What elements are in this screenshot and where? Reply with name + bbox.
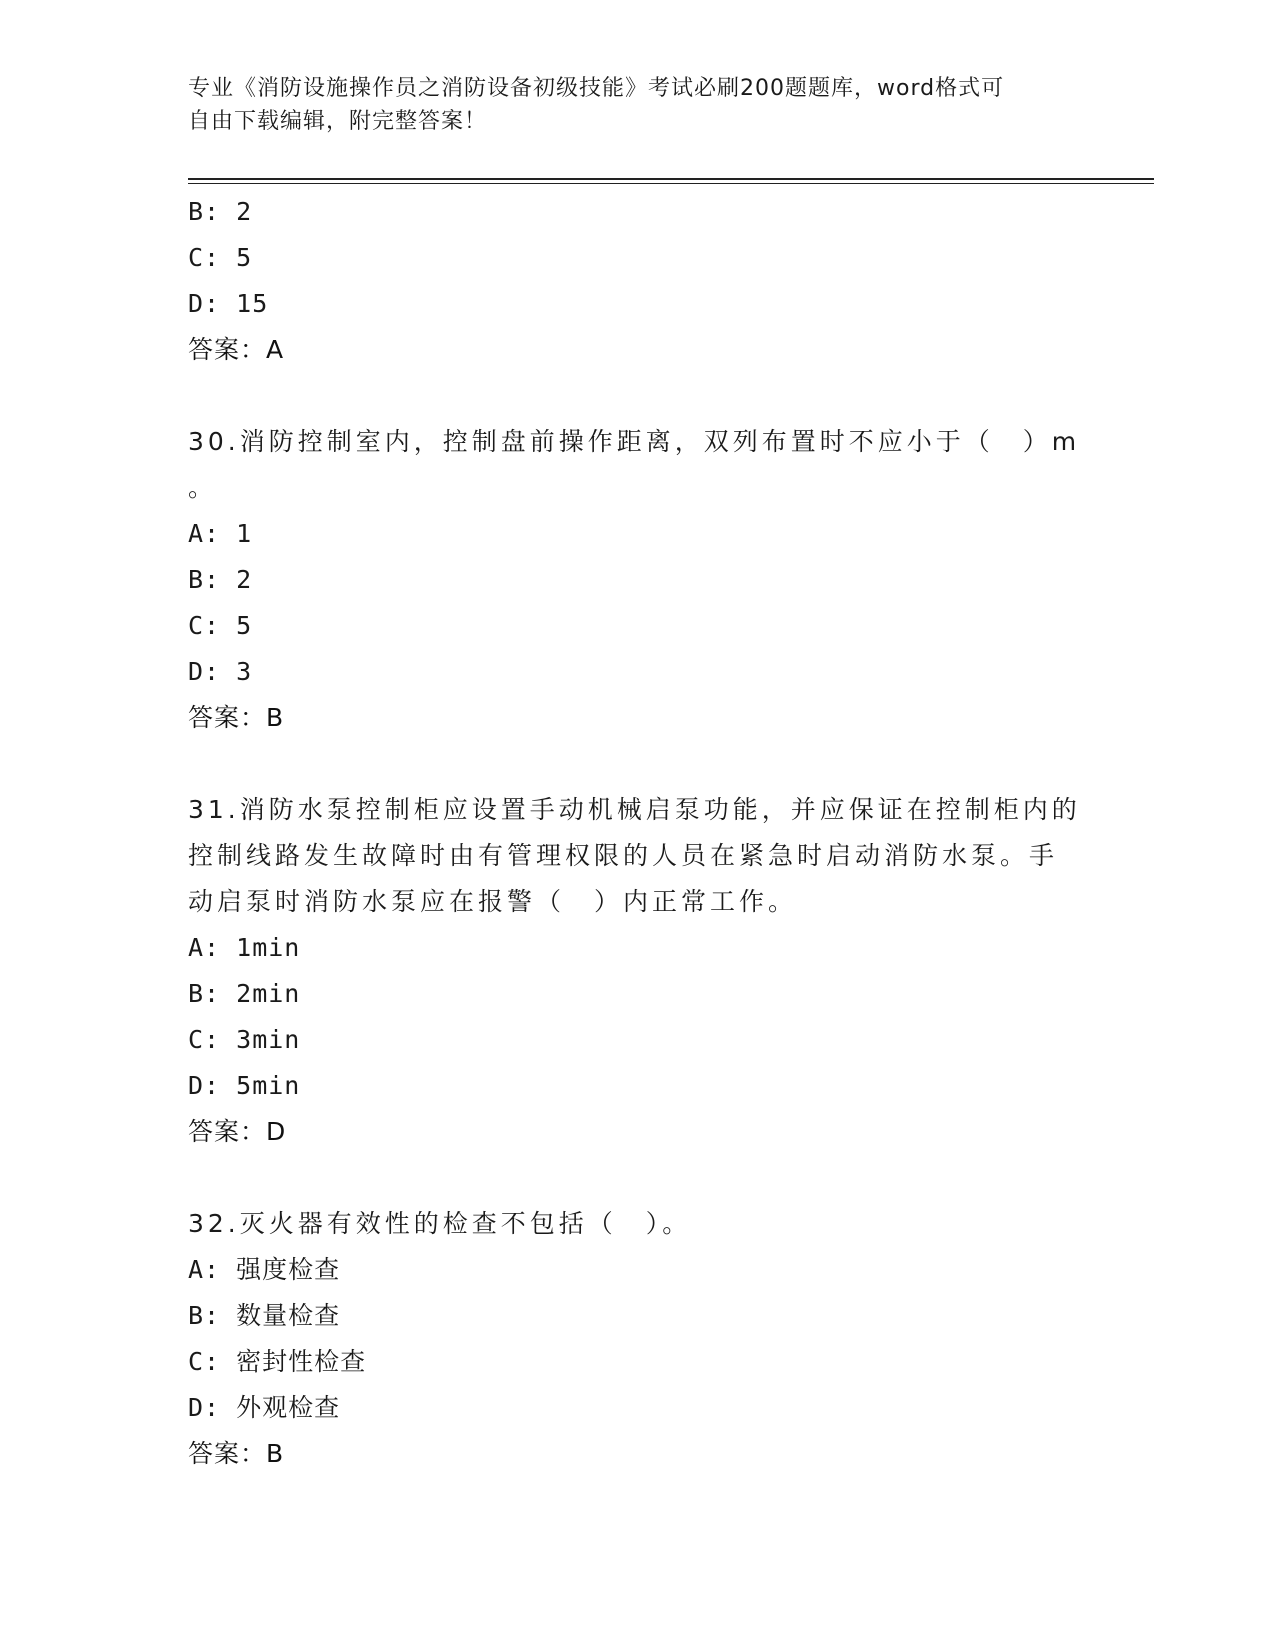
question-text-line: 动启泵时消防水泵应在报警（ ）内正常工作。 — [188, 887, 798, 916]
header-rule-thick — [188, 178, 1154, 180]
question-text-line: 控制线路发生故障时由有管理权限的人员在紧急时启动消防水泵。手 — [188, 841, 1059, 870]
question-text-line: 。 — [188, 473, 218, 502]
spacer — [188, 741, 1088, 787]
option-d: D: 15 — [188, 289, 269, 318]
option-c: C: 5 — [188, 243, 253, 272]
option-b: B: 2 — [188, 197, 253, 226]
option-b: B: 2min — [188, 979, 301, 1008]
header-line-1: 专业《消防设施操作员之消防设备初级技能》考试必刷200题题库，word格式可 — [188, 76, 1005, 101]
answer-line: 答案：D — [188, 1117, 287, 1146]
option-c: C: 密封性检查 — [188, 1347, 367, 1376]
option-a: A: 强度检查 — [188, 1255, 341, 1284]
document-header — [188, 72, 1068, 138]
answer-line: 答案：B — [188, 1439, 285, 1468]
option-d: D: 外观检查 — [188, 1393, 341, 1422]
question-text-line: 30.消防控制室内，控制盘前操作距离，双列布置时不应小于（ ）m — [188, 427, 1081, 456]
spacer — [188, 1155, 1088, 1201]
question-text-line: 31.消防水泵控制柜应设置手动机械启泵功能，并应保证在控制柜内的 — [188, 795, 1081, 824]
option-a: A: 1min — [188, 933, 301, 962]
question-block-31 — [188, 787, 1088, 1155]
option-b: B: 数量检查 — [188, 1301, 341, 1330]
option-d: D: 3 — [188, 657, 253, 686]
option-c: C: 3min — [188, 1025, 301, 1054]
answer-line: 答案：B — [188, 703, 285, 732]
question-text-line: 32.灭火器有效性的检查不包括（ ）。 — [188, 1209, 692, 1238]
answer-line: 答案：A — [188, 335, 285, 364]
option-d: D: 5min — [188, 1071, 301, 1100]
option-c: C: 5 — [188, 611, 253, 640]
option-b: B: 2 — [188, 565, 253, 594]
header-rule-thin — [188, 183, 1154, 184]
question-block-32 — [188, 1201, 1088, 1477]
header-line-2: 自由下载编辑，附完整答案！ — [188, 109, 488, 134]
spacer — [188, 373, 1088, 419]
option-a: A: 1 — [188, 519, 253, 548]
question-block-30 — [188, 419, 1088, 741]
question-block-29-tail — [188, 189, 1088, 373]
document-body — [188, 189, 1088, 1477]
